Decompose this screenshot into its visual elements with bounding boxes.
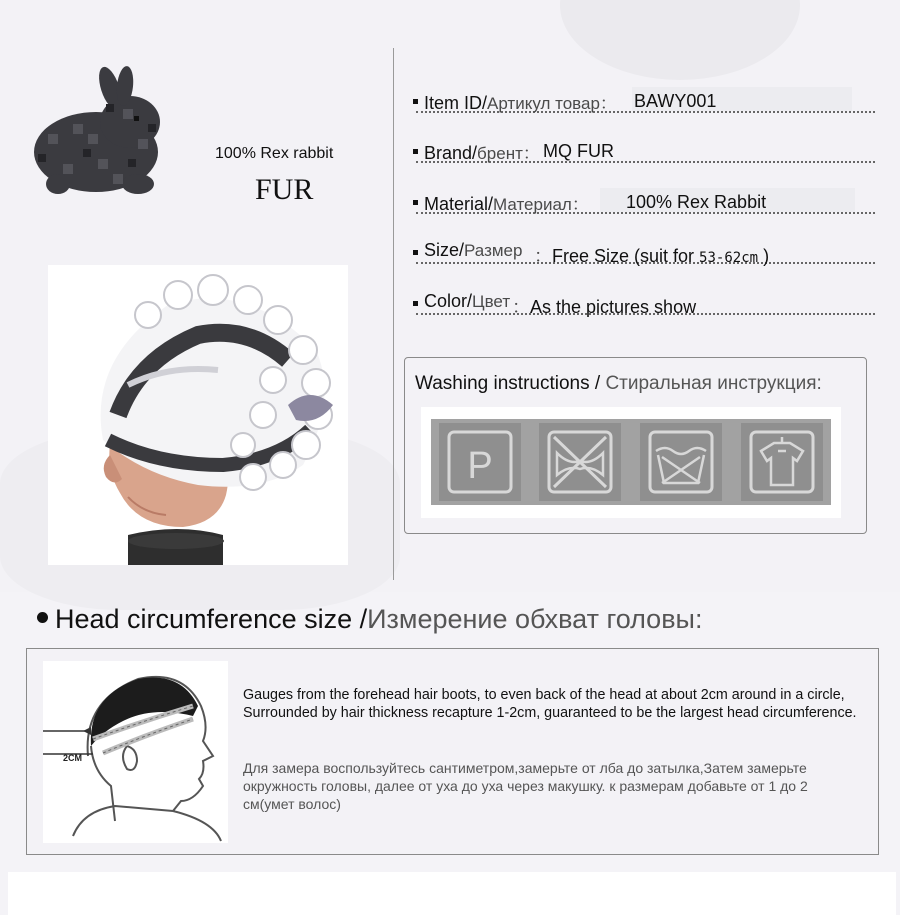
- spec-value: BAWY001: [634, 91, 717, 111]
- bullet-icon: [413, 200, 418, 205]
- spec-value: MQ FUR: [543, 141, 614, 161]
- washing-title: Washing instructions / Стиральная инструкция:: [415, 373, 822, 394]
- spec-brand: [410, 139, 875, 163]
- spec-label: Color/Цвет: [424, 291, 511, 311]
- bullet-icon: [413, 99, 418, 104]
- hat-product-photo: [48, 265, 348, 565]
- washing-icons-strip: [431, 419, 831, 505]
- bullet-icon: [413, 149, 418, 154]
- column-divider: [393, 48, 394, 580]
- svg-text:P: P: [467, 445, 493, 487]
- washing-icons-panel: [421, 407, 841, 518]
- spec-value: ：As the pictures show: [512, 297, 697, 317]
- fur-title: FUR: [255, 173, 314, 206]
- measurement-text-ru: Для замера воспользуйтесь сантиметром,замерьте от лба до затылка,Затем замерьте окружность головы, далее от уха до уха через макушку. к размерам добавьте от 1 до 2 см(умет волос): [243, 760, 808, 812]
- spec-label: Material/Материал：: [424, 194, 589, 214]
- spec-material: [410, 190, 875, 214]
- spec-label: Item ID/Артикул товар：: [424, 93, 617, 113]
- washing-instructions-box: [404, 357, 867, 534]
- head-circumference-heading: Head circumference size /Измерение обхват головы:: [37, 604, 702, 635]
- no-hang-dry-icon: [741, 423, 823, 501]
- bullet-icon: [413, 301, 418, 306]
- bullet-icon: [37, 612, 48, 623]
- measurement-text-en: Gauges from the forehead hair boots, to even back of the head at about 2cm around in a circle, Surrounded by hair thickness recapture 1-2cm, guaranteed to be the largest head circumference.: [243, 687, 857, 721]
- rabbit-image: [28, 64, 178, 200]
- background-shape: [560, 0, 800, 80]
- head-measurement-drawing: [43, 661, 228, 843]
- head-measurement-box: [26, 648, 879, 855]
- spec-item-id: [410, 89, 875, 113]
- svg-text:2CM: 2CM: [63, 753, 83, 763]
- spec-value: 100% Rex Rabbit: [626, 192, 767, 212]
- spec-value: ：Free Size (suit for 53-62cm ): [534, 246, 770, 266]
- spec-label: Size/Размер: [424, 240, 523, 260]
- spec-label: Brand/брент：: [424, 143, 540, 163]
- no-tumble-dry-icon: [539, 423, 621, 501]
- bullet-icon: [413, 250, 418, 255]
- rabbit-caption: 100% Rex rabbit: [215, 145, 334, 162]
- spec-color: [410, 291, 875, 315]
- dry-clean-p-icon: [439, 423, 521, 501]
- footer-blank: [8, 872, 896, 915]
- no-wash-icon: [640, 423, 722, 501]
- spec-size: [410, 240, 875, 264]
